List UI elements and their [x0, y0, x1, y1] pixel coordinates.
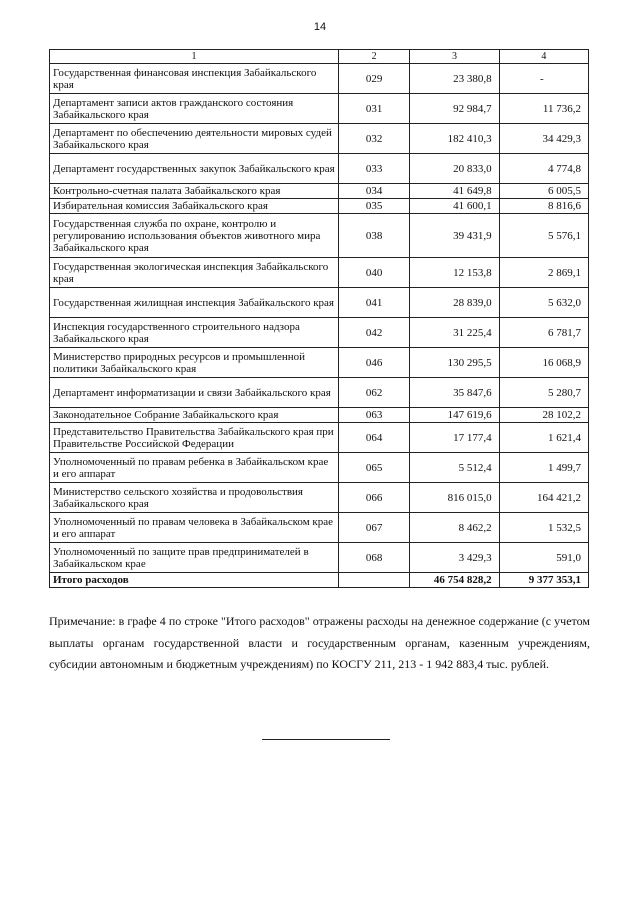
agency-name-cell: Контрольно-счетная палата Забайкальского края — [50, 184, 339, 199]
content-amount-cell: 11 736,2 — [499, 94, 588, 124]
code-cell: 065 — [338, 453, 409, 483]
content-amount-cell: 591,0 — [499, 543, 588, 573]
code-cell: 038 — [338, 214, 409, 258]
code-cell: 064 — [338, 423, 409, 453]
code-cell: 068 — [338, 543, 409, 573]
content-amount-cell: 5 632,0 — [499, 288, 588, 318]
amount-cell: 31 225,4 — [410, 318, 499, 348]
table-row — [50, 64, 589, 94]
agency-name-cell: Департамент по обеспечению деятельности мировых судей Забайкальского края — [50, 124, 339, 154]
header-col-2: 2 — [338, 50, 409, 64]
page-number: 14 — [313, 21, 327, 33]
code-cell: 031 — [338, 94, 409, 124]
header-col-1: 1 — [50, 50, 339, 64]
table-row — [50, 124, 589, 154]
amount-cell: 92 984,7 — [410, 94, 499, 124]
table-row — [50, 184, 589, 199]
code-cell: 040 — [338, 258, 409, 288]
amount-cell: 35 847,6 — [410, 378, 499, 408]
amount-cell: 182 410,3 — [410, 124, 499, 154]
table-row — [50, 378, 589, 408]
table-row — [50, 258, 589, 288]
content-amount-cell: - — [499, 64, 588, 94]
table-row — [50, 288, 589, 318]
agency-name-cell: Министерство природных ресурсов и промышленной политики Забайкальского края — [50, 348, 339, 378]
header-col-3: 3 — [410, 50, 499, 64]
table-row — [50, 453, 589, 483]
amount-cell: 41 649,8 — [410, 184, 499, 199]
amount-cell: 3 429,3 — [410, 543, 499, 573]
amount-cell: 130 295,5 — [410, 348, 499, 378]
amount-cell: 8 462,2 — [410, 513, 499, 543]
agency-name-cell: Инспекция государственного строительного надзора Забайкальского края — [50, 318, 339, 348]
total-row — [50, 573, 589, 588]
content-amount-cell: 1 621,4 — [499, 423, 588, 453]
amount-cell: 39 431,9 — [410, 214, 499, 258]
table-row — [50, 154, 589, 184]
content-amount-cell: 5 576,1 — [499, 214, 588, 258]
code-cell: 062 — [338, 378, 409, 408]
total-label: Итого расходов — [50, 573, 339, 588]
agency-name-cell: Уполномоченный по защите прав предпринимателей в Забайкальском крае — [50, 543, 339, 573]
table-row — [50, 318, 589, 348]
amount-cell: 12 153,8 — [410, 258, 499, 288]
amount-cell: 23 380,8 — [410, 64, 499, 94]
table-row — [50, 423, 589, 453]
agency-name-cell: Департамент записи актов гражданского состояния Забайкальского края — [50, 94, 339, 124]
agency-name-cell: Государственная жилищная инспекция Забайкальского края — [50, 288, 339, 318]
code-cell: 035 — [338, 199, 409, 214]
content-amount-cell: 1 499,7 — [499, 453, 588, 483]
agency-name-cell: Избирательная комиссия Забайкальского края — [50, 199, 339, 214]
content-amount-cell: 2 869,1 — [499, 258, 588, 288]
total-amount: 46 754 828,2 — [410, 573, 499, 588]
content-amount-cell: 164 421,2 — [499, 483, 588, 513]
total-content-amount: 9 377 353,1 — [499, 573, 588, 588]
code-cell: 029 — [338, 64, 409, 94]
table-row — [50, 348, 589, 378]
amount-cell: 17 177,4 — [410, 423, 499, 453]
table-row — [50, 214, 589, 258]
amount-cell: 41 600,1 — [410, 199, 499, 214]
table-row — [50, 408, 589, 423]
table-row — [50, 199, 589, 214]
amount-cell: 5 512,4 — [410, 453, 499, 483]
content-amount-cell: 6 005,5 — [499, 184, 588, 199]
content-amount-cell: 4 774,8 — [499, 154, 588, 184]
expenditure-table — [49, 49, 589, 588]
code-cell: 033 — [338, 154, 409, 184]
table-header-row — [50, 50, 589, 64]
table-row — [50, 483, 589, 513]
amount-cell: 20 833,0 — [410, 154, 499, 184]
total-code — [338, 573, 409, 588]
content-amount-cell: 28 102,2 — [499, 408, 588, 423]
code-cell: 067 — [338, 513, 409, 543]
agency-name-cell: Уполномоченный по правам ребенка в Забайкальском крае и его аппарат — [50, 453, 339, 483]
code-cell: 066 — [338, 483, 409, 513]
agency-name-cell: Государственная экологическая инспекция Забайкальского края — [50, 258, 339, 288]
agency-name-cell: Уполномоченный по правам человека в Забайкальском крае и его аппарат — [50, 513, 339, 543]
table-row — [50, 513, 589, 543]
code-cell: 041 — [338, 288, 409, 318]
signature-line — [262, 739, 390, 740]
agency-name-cell: Представительство Правительства Забайкальского края при Правительстве Российской Федерации — [50, 423, 339, 453]
content-amount-cell: 1 532,5 — [499, 513, 588, 543]
agency-name-cell: Департамент информатизации и связи Забайкальского края — [50, 378, 339, 408]
table-row — [50, 94, 589, 124]
agency-name-cell: Департамент государственных закупок Забайкальского края — [50, 154, 339, 184]
header-col-4: 4 — [499, 50, 588, 64]
agency-name-cell: Государственная финансовая инспекция Забайкальского края — [50, 64, 339, 94]
content-amount-cell: 6 781,7 — [499, 318, 588, 348]
content-amount-cell: 5 280,7 — [499, 378, 588, 408]
agency-name-cell: Законодательное Собрание Забайкальского края — [50, 408, 339, 423]
code-cell: 032 — [338, 124, 409, 154]
amount-cell: 147 619,6 — [410, 408, 499, 423]
content-amount-cell: 34 429,3 — [499, 124, 588, 154]
content-amount-cell: 8 816,6 — [499, 199, 588, 214]
agency-name-cell: Государственная служба по охране, контролю и регулированию использования объектов животного мира Забайкальского края — [50, 214, 339, 258]
code-cell: 042 — [338, 318, 409, 348]
code-cell: 046 — [338, 348, 409, 378]
code-cell: 063 — [338, 408, 409, 423]
footnote: Примечание: в графе 4 по строке "Итого расходов" отражены расходы на денежное содержание (с учетом выплаты органам государственной власти и государственным органам, казенным учреждениям, субсидии автономным и бюджетным учреждениям) по КОСГУ 211, 213 - 1 942 883,4 тыс. рублей. — [49, 614, 590, 671]
content-amount-cell: 16 068,9 — [499, 348, 588, 378]
agency-name-cell: Министерство сельского хозяйства и продовольствия Забайкальского края — [50, 483, 339, 513]
amount-cell: 28 839,0 — [410, 288, 499, 318]
amount-cell: 816 015,0 — [410, 483, 499, 513]
table-row — [50, 543, 589, 573]
code-cell: 034 — [338, 184, 409, 199]
